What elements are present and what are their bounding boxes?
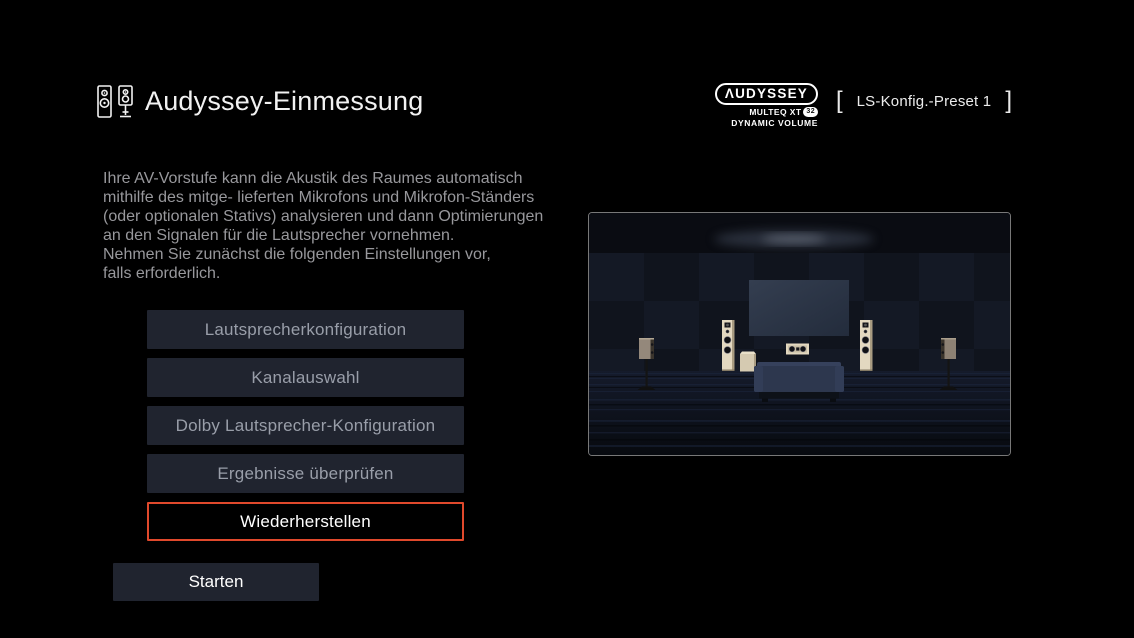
intro-line: an den Signalen für die Lautsprecher vornehmen. (103, 227, 455, 244)
menu-item-dolby-lautsprecher-konfiguration[interactable]: Dolby Lautsprecher-Konfiguration (147, 406, 464, 445)
speakers-icon (96, 82, 136, 129)
front-right-tower-speaker (860, 320, 873, 371)
menu-item-kanalauswahl[interactable]: Kanalauswahl (147, 358, 464, 397)
menu-item-wiederherstellen[interactable]: Wiederherstellen (147, 502, 464, 541)
multeq-label: MULTEQ XT (749, 107, 802, 117)
multeq-version-badge: 32 (803, 107, 818, 117)
preset-label: LS-Konfig.-Preset 1 (856, 92, 992, 110)
audyssey-brand-pill: ΛUDYSSEY (715, 83, 818, 105)
page-title: Audyssey-Einmessung (145, 86, 424, 116)
bracket-left-icon: [ (836, 87, 843, 114)
intro-line: falls erforderlich. (103, 265, 221, 282)
subwoofer (740, 352, 756, 372)
tv-screen (749, 280, 849, 336)
audyssey-logo (718, 83, 818, 128)
intro-line: Nehmen Sie zunächst die folgenden Einstellungen vor, (103, 246, 491, 263)
sofa (754, 362, 844, 402)
center-speaker (786, 344, 809, 355)
intro-line: (oder optionalen Stativs) analysieren und dann Optimierungen (103, 208, 544, 225)
menu-item-lautsprecherkonfiguration[interactable]: Lautsprecherkonfiguration (147, 310, 464, 349)
dynamic-volume-label: DYNAMIC VOLUME (731, 118, 818, 128)
audyssey-multeq-line (749, 107, 818, 117)
speaker-preset-indicator (836, 88, 1012, 114)
front-left-tower-speaker (722, 320, 735, 371)
start-button[interactable]: Starten (113, 563, 319, 601)
intro-text (103, 169, 543, 283)
ceiling (589, 213, 1010, 253)
intro-line: Ihre AV-Vorstufe kann die Akustik des Raumes automatisch (103, 170, 523, 187)
room-preview-image (588, 212, 1011, 456)
setup-menu (147, 310, 464, 550)
intro-line: mithilfe des mitge- lieferten Mikrofons und Mikrofon-Ständers (103, 189, 535, 206)
bracket-right-icon: ] (1005, 87, 1012, 114)
menu-item-ergebnisse-ueberpruefen[interactable]: Ergebnisse überprüfen (147, 454, 464, 493)
